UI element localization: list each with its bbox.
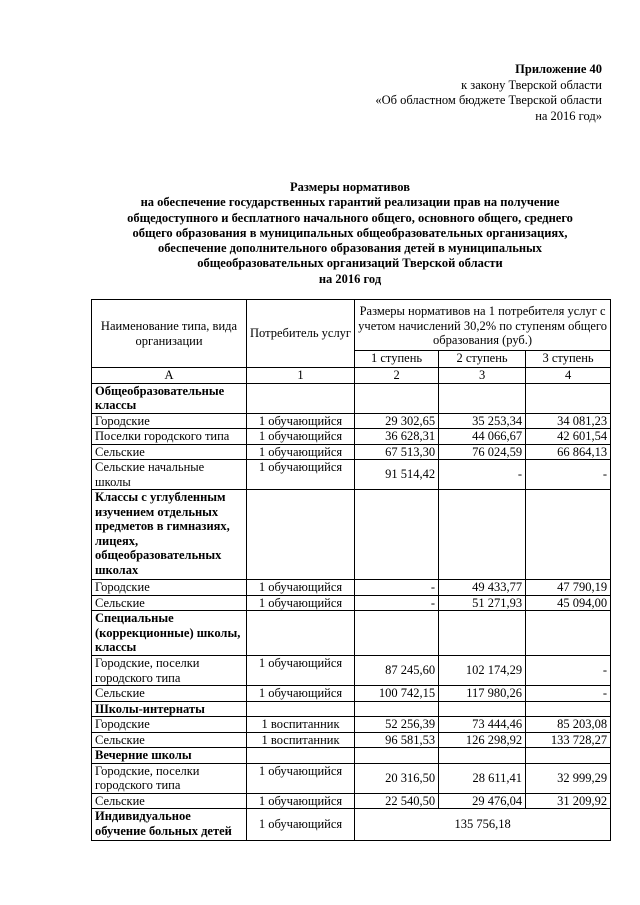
table-row	[92, 429, 611, 445]
column-index-row	[92, 368, 611, 384]
table-row	[92, 763, 611, 793]
group-title: Специальные (коррекционные) школы, классы	[92, 611, 247, 656]
column-index: 2	[355, 368, 439, 384]
norm-stage-1: 87 245,60	[355, 656, 439, 686]
group-title: Школы-интернаты	[92, 701, 247, 717]
table-row	[92, 444, 611, 460]
org-type: Сельские	[92, 793, 247, 809]
title-line: общедоступного и бесплатного начального общего, основного общего, среднего	[127, 210, 573, 225]
consumer: 1 воспитанник	[247, 732, 355, 748]
org-type: Городские, поселки городского типа	[92, 656, 247, 686]
norms-table	[91, 299, 611, 841]
org-type: Поселки городского типа	[92, 429, 247, 445]
norm-stage-2: 51 271,93	[439, 595, 526, 611]
norm-stage-2: 117 980,26	[439, 686, 526, 702]
org-type: Сельские	[92, 732, 247, 748]
norm-stage-2: 126 298,92	[439, 732, 526, 748]
norm-stage-1: -	[355, 580, 439, 596]
consumer: 1 обучающийся	[247, 809, 355, 841]
title-line: Размеры нормативов	[290, 180, 410, 194]
norm-stage-2: 49 433,77	[439, 580, 526, 596]
title-line: обеспечение дополнительного образования детей в муниципальных	[157, 241, 543, 256]
header-stage-2: 2 ступень	[439, 351, 526, 368]
norm-stage-2: -	[439, 460, 526, 490]
column-index: 4	[526, 368, 611, 384]
header-org-type: Наименование типа, вида организации	[92, 300, 247, 368]
consumer: 1 обучающийся	[247, 413, 355, 429]
appendix-header	[302, 62, 602, 124]
consumer: 1 обучающийся	[247, 793, 355, 809]
org-type: Городские	[92, 413, 247, 429]
column-index: 3	[439, 368, 526, 384]
table-row	[92, 580, 611, 596]
header-stage-1: 1 ступень	[355, 351, 439, 368]
norm-stage-3: 66 864,13	[526, 444, 611, 460]
norm-stage-3: 32 999,29	[526, 763, 611, 793]
org-type: Городские	[92, 717, 247, 733]
norm-stage-1: 100 742,15	[355, 686, 439, 702]
header-consumer: Потребитель услуг	[247, 300, 355, 368]
group-row	[92, 611, 611, 656]
norm-stage-2: 29 476,04	[439, 793, 526, 809]
org-type: Сельские начальные школы	[92, 460, 247, 490]
norm-stage-2: 35 253,34	[439, 413, 526, 429]
consumer: 1 воспитанник	[247, 717, 355, 733]
org-type: Сельские	[92, 686, 247, 702]
norm-stage-2: 73 444,46	[439, 717, 526, 733]
header-norm-sizes: Размеры нормативов на 1 потребителя услуг с учетом начислений 30,2% по ступеням общего образования (руб.)	[355, 300, 611, 351]
appendix-line: «Об областном бюджете Тверской области	[375, 93, 602, 107]
consumer: 1 обучающийся	[247, 656, 355, 686]
table-row	[92, 656, 611, 686]
consumer: 1 обучающийся	[247, 580, 355, 596]
consumer: 1 обучающийся	[247, 686, 355, 702]
table-row	[92, 686, 611, 702]
norm-stage-1: 91 514,42	[355, 460, 439, 490]
norm-stage-1: 67 513,30	[355, 444, 439, 460]
group-row	[92, 490, 611, 580]
column-index: 1	[247, 368, 355, 384]
group-title: Общеобразовательные классы	[92, 383, 247, 413]
norm-stage-3: 31 209,92	[526, 793, 611, 809]
group-row	[92, 383, 611, 413]
consumer: 1 обучающийся	[247, 429, 355, 445]
norm-stage-3: -	[526, 656, 611, 686]
group-title: Вечерние школы	[92, 748, 247, 764]
title-line: общеобразовательных организаций Тверской области	[197, 256, 503, 271]
norm-stage-3: 47 790,19	[526, 580, 611, 596]
norm-all-stages: 135 756,18	[355, 809, 611, 841]
org-type: Городские	[92, 580, 247, 596]
org-type: Сельские	[92, 595, 247, 611]
norm-stage-3: 34 081,23	[526, 413, 611, 429]
norm-stage-2: 28 611,41	[439, 763, 526, 793]
norm-stage-3: 42 601,54	[526, 429, 611, 445]
group-row	[92, 701, 611, 717]
table-row	[92, 717, 611, 733]
norm-stage-3: -	[526, 460, 611, 490]
norm-stage-1: 22 540,50	[355, 793, 439, 809]
consumer: 1 обучающийся	[247, 444, 355, 460]
title-line: общего образования в муниципальных общеобразовательных организациях,	[132, 225, 568, 240]
title-line: на обеспечение государственных гарантий реализации прав на получение	[140, 195, 560, 210]
org-type: Сельские	[92, 444, 247, 460]
table-row	[92, 413, 611, 429]
norm-stage-3: 133 728,27	[526, 732, 611, 748]
group-title: Классы с углубленным изучением отдельных предметов в гимназиях, лицеях, общеобразовательных школах	[92, 490, 247, 580]
consumer: 1 обучающийся	[247, 595, 355, 611]
table-header-row	[92, 300, 611, 351]
norm-stage-3: -	[526, 686, 611, 702]
consumer: 1 обучающийся	[247, 460, 355, 490]
norm-stage-1: 20 316,50	[355, 763, 439, 793]
appendix-number: Приложение 40	[515, 62, 602, 76]
appendix-line: на 2016 год»	[535, 108, 602, 123]
appendix-line: к закону Тверской области	[461, 77, 602, 92]
norm-stage-1: 29 302,65	[355, 413, 439, 429]
org-type: Городские, поселки городского типа	[92, 763, 247, 793]
table-row	[92, 809, 611, 841]
norm-stage-1: 52 256,39	[355, 717, 439, 733]
table-row	[92, 460, 611, 490]
header-stage-3: 3 ступень	[526, 351, 611, 368]
norm-stage-1: 96 581,53	[355, 732, 439, 748]
norm-stage-2: 76 024,59	[439, 444, 526, 460]
norm-stage-3: 45 094,00	[526, 595, 611, 611]
document-title	[90, 180, 610, 287]
table-row	[92, 595, 611, 611]
norm-stage-2: 44 066,67	[439, 429, 526, 445]
norm-stage-1: 36 628,31	[355, 429, 439, 445]
norm-stage-3: 85 203,08	[526, 717, 611, 733]
group-row	[92, 748, 611, 764]
org-type: Индивидуальное обучение больных детей	[92, 809, 247, 841]
column-index: А	[92, 368, 247, 384]
consumer: 1 обучающийся	[247, 763, 355, 793]
norm-stage-2: 102 174,29	[439, 656, 526, 686]
table-row	[92, 732, 611, 748]
title-line: на 2016 год	[318, 271, 382, 286]
table-row	[92, 793, 611, 809]
norm-stage-1: -	[355, 595, 439, 611]
